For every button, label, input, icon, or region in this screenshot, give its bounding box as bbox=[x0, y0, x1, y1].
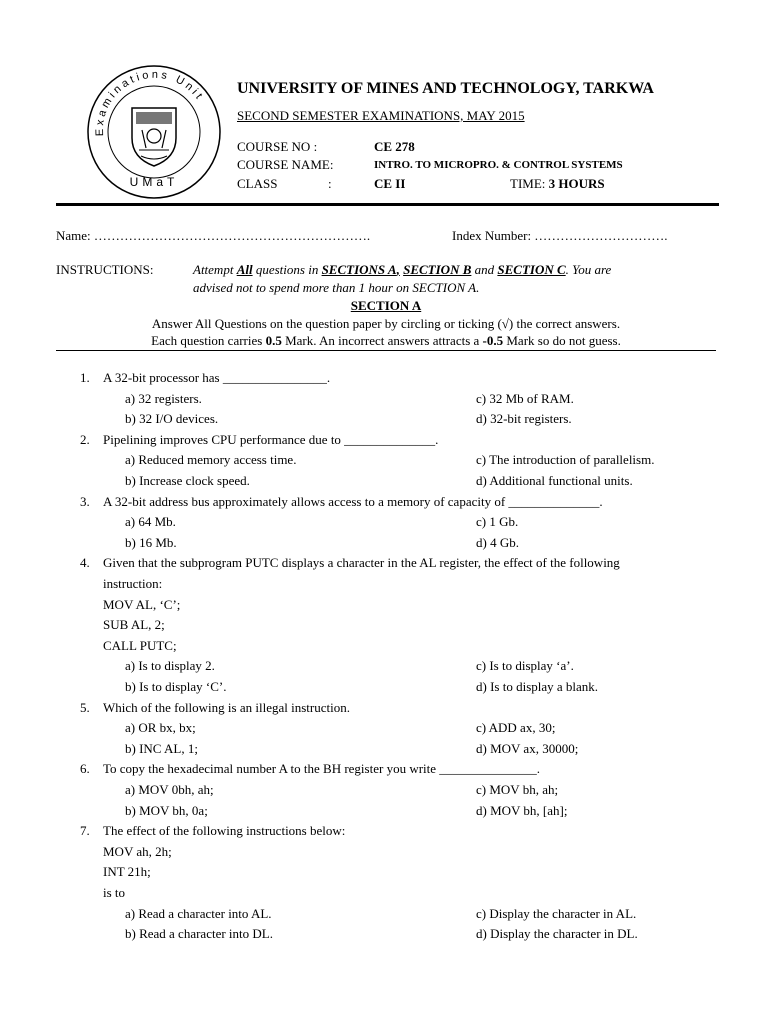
question-7-option-a[interactable]: a) Read a character into AL. bbox=[125, 905, 272, 921]
instr-and: and bbox=[471, 262, 498, 277]
course-no-value: CE 278 bbox=[374, 139, 415, 154]
instr-all: All bbox=[236, 262, 253, 277]
sa-text-3: Mark so do not guess. bbox=[503, 333, 621, 348]
question-7-option-d[interactable]: d) Display the character in DL. bbox=[476, 926, 638, 942]
question-4-line-3: SUB AL, 2; bbox=[103, 617, 165, 633]
question-2-text: Pipelining improves CPU performance due to ______________. bbox=[103, 431, 439, 447]
question-1-option-b[interactable]: b) 32 I/O devices. bbox=[125, 411, 219, 427]
question-5-number: 5. bbox=[80, 699, 90, 715]
question-6-option-a[interactable]: a) MOV 0bh, ah; bbox=[125, 782, 214, 797]
question-1-option-d[interactable]: d) 32-bit registers. bbox=[476, 411, 572, 427]
name-field: Name: ………………………………………………………. bbox=[56, 228, 371, 243]
question-2-option-c[interactable]: c) The introduction of parallelism. bbox=[476, 452, 655, 468]
logo-ring-text: Examinations Unit bbox=[93, 68, 207, 137]
question-4-option-a[interactable]: a) Is to display 2. bbox=[125, 658, 215, 674]
question-5-option-d[interactable]: d) MOV ax, 30000; bbox=[476, 740, 579, 756]
question-6-text: To copy the hexadecimal number A to the BH register you write _______________. bbox=[103, 761, 541, 777]
instructions-line-1 bbox=[193, 262, 715, 278]
question-3-option-d[interactable]: d) 4 Gb. bbox=[476, 534, 519, 550]
header-divider bbox=[56, 203, 719, 206]
course-no-label: COURSE NO : bbox=[237, 139, 318, 154]
question-1-option-c[interactable]: c) 32 Mb of RAM. bbox=[476, 390, 574, 406]
logo-ring-bottom-text: UMaT bbox=[129, 175, 179, 189]
time-label: TIME: bbox=[510, 176, 546, 191]
question-7-line-1: MOV ah, 2h; bbox=[103, 843, 172, 859]
question-2-option-d[interactable]: d) Additional functional units. bbox=[476, 473, 633, 488]
class-colon: : bbox=[328, 176, 332, 191]
question-2-number: 2. bbox=[80, 431, 90, 447]
instr-comma: , bbox=[396, 262, 400, 277]
question-5-option-c[interactable]: c) ADD ax, 30; bbox=[476, 720, 556, 736]
question-5-text: Which of the following is an illegal instruction. bbox=[103, 699, 350, 715]
question-1-number: 1. bbox=[80, 370, 90, 385]
section-a-instruction-1: Answer All Questions on the question paper by circling or ticking (√) the correct answers. bbox=[151, 316, 621, 331]
umat-logo bbox=[84, 62, 224, 202]
course-name-value: INTRO. TO MICROPRO. & CONTROL SYSTEMS bbox=[374, 159, 623, 171]
sa-mark: 0.5 bbox=[265, 333, 282, 348]
instr-text-2: questions in bbox=[252, 262, 322, 277]
section-a-instruction-2 bbox=[56, 333, 716, 349]
question-3-number: 3. bbox=[80, 493, 90, 509]
crest-shield-icon bbox=[132, 108, 176, 166]
question-6-option-d[interactable]: d) MOV bh, [ah]; bbox=[476, 802, 568, 818]
sa-text-2: Mark. An incorrect answers attracts a bbox=[281, 333, 483, 348]
question-4-line-2: MOV AL, ‘C’; bbox=[103, 596, 181, 612]
instr-text-3: . You are bbox=[565, 262, 612, 277]
index-number-field: Index Number: …………………………. bbox=[452, 228, 668, 243]
question-4-option-c[interactable]: c) Is to display ‘a’. bbox=[476, 658, 574, 674]
question-5-option-a[interactable]: a) OR bx, bx; bbox=[125, 720, 196, 736]
instructions-label: INSTRUCTIONS: bbox=[56, 262, 154, 277]
question-5-option-b[interactable]: b) INC AL, 1; bbox=[125, 740, 198, 756]
question-7-line-3: is to bbox=[103, 885, 126, 900]
question-4-option-d[interactable]: d) Is to display a blank. bbox=[476, 679, 599, 694]
question-7-text: The effect of the following instructions below: bbox=[103, 823, 346, 839]
question-7-option-c[interactable]: c) Display the character in AL. bbox=[476, 905, 637, 921]
time-value: 3 HOURS bbox=[548, 176, 605, 191]
time-line bbox=[510, 176, 605, 192]
question-3-text: A 32-bit address bus approximately allows access to a memory of capacity of ______________. bbox=[103, 493, 603, 509]
question-4-line-4: CALL PUTC; bbox=[103, 637, 177, 653]
question-4-text: Given that the subprogram PUTC displays a character in the AL register, the effect of the following bbox=[103, 555, 620, 571]
instr-section-c: SECTION C bbox=[497, 262, 566, 277]
question-4-option-b[interactable]: b) Is to display ‘C’. bbox=[125, 679, 227, 694]
instructions-line-2: advised not to spend more than 1 hour on SECTION A. bbox=[193, 280, 480, 295]
question-7-option-b[interactable]: b) Read a character into DL. bbox=[125, 926, 273, 942]
question-6-number: 6. bbox=[80, 761, 90, 777]
instr-section-a: SECTIONS A bbox=[321, 262, 397, 277]
question-2-option-b[interactable]: b) Increase clock speed. bbox=[125, 473, 250, 488]
question-1-text: A 32-bit processor has ________________. bbox=[103, 370, 331, 385]
instr-text-1: Attempt bbox=[193, 262, 237, 277]
question-3-option-a[interactable]: a) 64 Mb. bbox=[125, 514, 176, 530]
question-6-option-c[interactable]: c) MOV bh, ah; bbox=[476, 782, 559, 797]
university-name: UNIVERSITY OF MINES AND TECHNOLOGY, TARKWA bbox=[237, 80, 654, 97]
section-divider bbox=[56, 350, 716, 351]
question-3-option-b[interactable]: b) 16 Mb. bbox=[125, 534, 177, 550]
sa-penalty: -0.5 bbox=[482, 333, 504, 348]
sa-text-1: Each question carries bbox=[151, 333, 266, 348]
question-4-line-1: instruction: bbox=[103, 576, 163, 591]
question-6-option-b[interactable]: b) MOV bh, 0a; bbox=[125, 802, 208, 818]
question-1-option-a[interactable]: a) 32 registers. bbox=[125, 390, 202, 406]
question-7-line-2: INT 21h; bbox=[103, 864, 151, 880]
question-3-option-c[interactable]: c) 1 Gb. bbox=[476, 514, 519, 530]
question-4-number: 4. bbox=[80, 555, 90, 571]
course-name-label: COURSE NAME: bbox=[237, 157, 334, 172]
question-7-number: 7. bbox=[80, 823, 90, 839]
exam-session: SECOND SEMESTER EXAMINATIONS, MAY 2015 bbox=[237, 108, 525, 123]
question-2-option-a[interactable]: a) Reduced memory access time. bbox=[125, 452, 297, 468]
section-a-title: SECTION A bbox=[350, 298, 422, 313]
class-label: CLASS bbox=[237, 176, 278, 191]
instr-section-b: SECTION B bbox=[403, 262, 472, 277]
class-value: CE II bbox=[374, 176, 406, 191]
